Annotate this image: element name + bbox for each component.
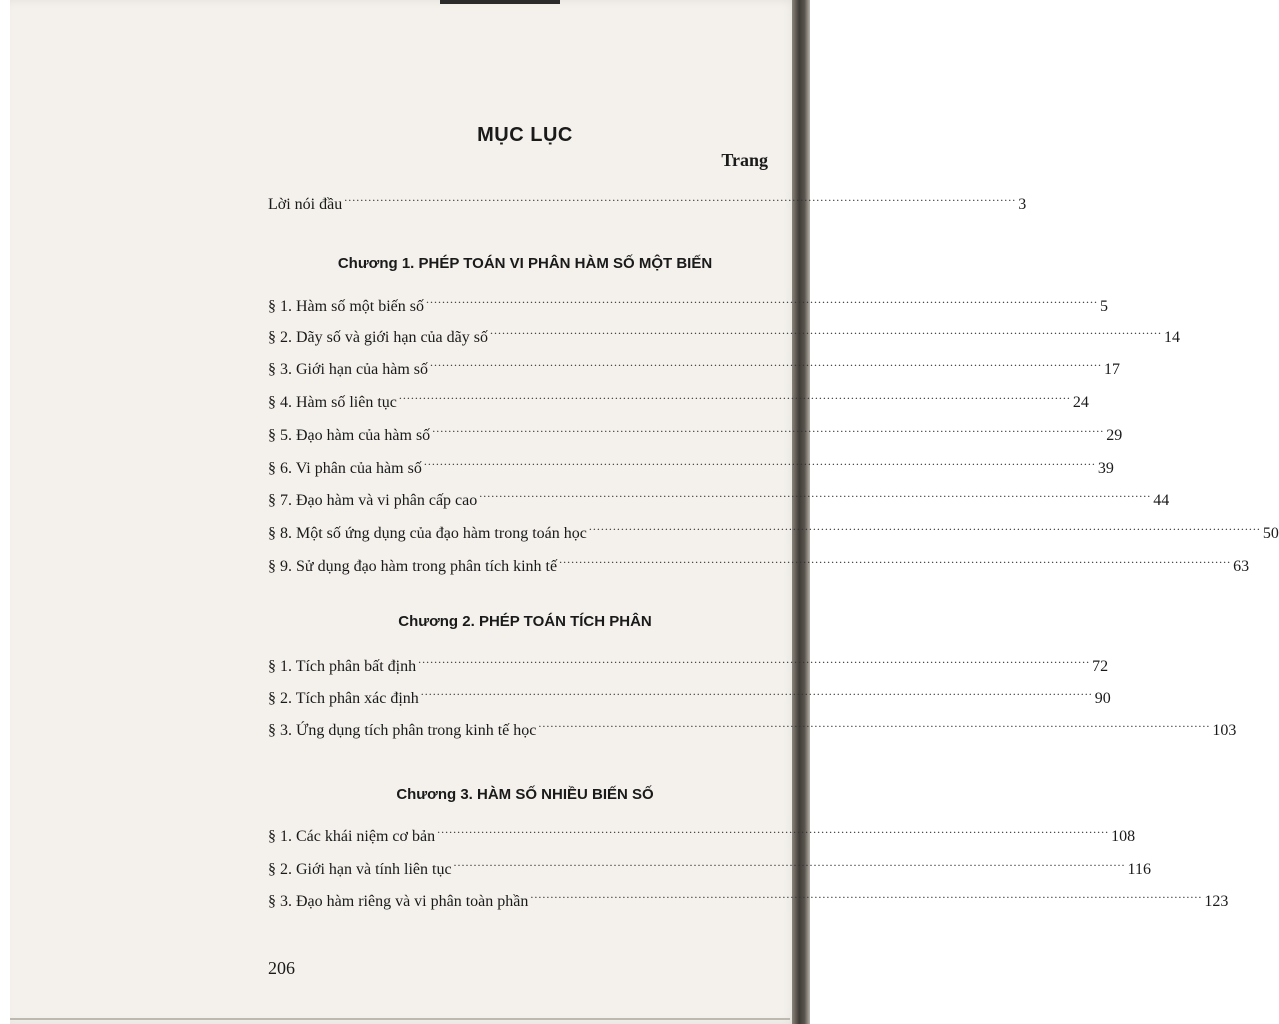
toc-entry <box>268 388 1089 412</box>
chapter-heading: Chương 2. PHÉP TOÁN TÍCH PHÂN <box>398 613 652 630</box>
toc-entry <box>268 323 1180 347</box>
dot-leader: ........................................................................................................................................................................ <box>437 822 1110 836</box>
dot-leader: ........................................................................................................................................................................ <box>418 652 1091 666</box>
dot-leader: ........................................................................................................................................................................ <box>420 684 1093 698</box>
chapter-heading: Chương 1. PHÉP TOÁN VI PHÂN HÀM SỐ MỘT BIẾN <box>337 255 713 272</box>
dot-leader: ........................................................................................................................................................................ <box>453 855 1126 869</box>
toc-entry-label: § 3. Ứng dụng tích phân trong kinh tế học <box>268 722 537 739</box>
chapter-heading: Chương 3. HÀM SỐ NHIỀU BIẾN SỐ <box>396 786 654 803</box>
toc-entry-label: § 3. Giới hạn của hàm số <box>268 361 428 378</box>
toc-entry-page: 103 <box>1212 722 1237 739</box>
toc-entry <box>268 292 1108 316</box>
toc-entry <box>268 716 1237 740</box>
toc-entry-page: 29 <box>1106 427 1123 444</box>
toc-entry <box>268 887 1229 911</box>
toc-entry-label: § 2. Giới hạn và tính liên tục <box>268 861 452 878</box>
dot-leader: ........................................................................................................................................................................ <box>398 388 1071 402</box>
dot-leader: ........................................................................................................................................................................ <box>489 323 1162 337</box>
toc-entry <box>268 684 1111 708</box>
toc-entry <box>268 552 1250 576</box>
toc-entry-label: § 2. Tích phân xác định <box>268 690 419 707</box>
toc-entry-label: § 1. Các khái niệm cơ bản <box>268 828 436 845</box>
toc-entry-label: § 2. Dãy số và giới hạn của dãy số <box>268 329 488 346</box>
toc-entry-label: § 5. Đạo hàm của hàm số <box>268 427 431 444</box>
toc-entry <box>268 519 1279 543</box>
toc-entry-page: 72 <box>1092 658 1109 675</box>
toc-entry-label: § 8. Một số ứng dụng của đạo hàm trong toán học <box>268 525 587 542</box>
toc-entry-page: 39 <box>1097 460 1114 477</box>
toc-entry-page: 5 <box>1100 298 1108 315</box>
dot-leader: ........................................................................................................................................................................ <box>479 486 1152 500</box>
bottom-edge <box>10 1018 790 1020</box>
toc-entry-page: 14 <box>1163 329 1180 346</box>
toc-entry-label: § 3. Đạo hàm riêng và vi phân toàn phần <box>268 893 529 910</box>
toc-entry-label: § 1. Hàm số một biến số <box>268 298 424 315</box>
page-number: 206 <box>268 958 295 978</box>
toc-entry-page: 3 <box>1018 196 1027 213</box>
dot-leader: ........................................................................................................................................................................ <box>559 552 1232 566</box>
toc-entry <box>268 355 1120 379</box>
toc-entry-intro <box>268 190 1027 214</box>
toc-entry-page: 63 <box>1233 558 1250 575</box>
dot-leader: ........................................................................................................................................................................ <box>426 292 1098 306</box>
top-edge-shadow <box>440 0 560 4</box>
toc-entry <box>268 652 1109 676</box>
dot-leader: ........................................................................................................................................................................ <box>538 716 1211 730</box>
toc-entry <box>268 855 1151 879</box>
toc-entry-page: 116 <box>1127 861 1151 878</box>
toc-entry-page: 17 <box>1103 361 1120 378</box>
toc-entry-label: Lời nói đầu <box>268 196 343 213</box>
toc-entry <box>268 454 1114 478</box>
toc-entry-label: § 6. Vi phân của hàm số <box>268 460 422 477</box>
page-column-header: Trang <box>721 150 768 170</box>
toc-entry-label: § 9. Sử dụng đạo hàm trong phân tích kinh tế <box>268 558 558 575</box>
toc-entry <box>268 421 1123 445</box>
toc-entry-page: 24 <box>1072 394 1089 411</box>
dot-leader: ........................................................................................................................................................................ <box>344 190 1017 204</box>
toc-entry <box>268 822 1136 846</box>
toc-entry-page: 44 <box>1153 492 1170 509</box>
dot-leader: ........................................................................................................................................................................ <box>429 355 1102 369</box>
dot-leader: ........................................................................................................................................................................ <box>588 519 1261 533</box>
toc-entry-label: § 4. Hàm số liên tục <box>268 394 397 411</box>
toc-entry <box>268 486 1170 510</box>
toc-entry-label: § 1. Tích phân bất định <box>268 658 417 675</box>
toc-entry-page: 123 <box>1204 893 1229 910</box>
dot-leader: ........................................................................................................................................................................ <box>423 454 1096 468</box>
dot-leader: ........................................................................................................................................................................ <box>530 887 1203 901</box>
toc-entry-page: 50 <box>1262 525 1279 542</box>
toc-entry-label: § 7. Đạo hàm và vi phân cấp cao <box>268 492 478 509</box>
page-title: MỤC LỤC <box>477 124 573 146</box>
dot-leader: ........................................................................................................................................................................ <box>432 421 1105 435</box>
toc-entry-page: 108 <box>1111 828 1136 845</box>
toc-entry-page: 90 <box>1094 690 1111 707</box>
